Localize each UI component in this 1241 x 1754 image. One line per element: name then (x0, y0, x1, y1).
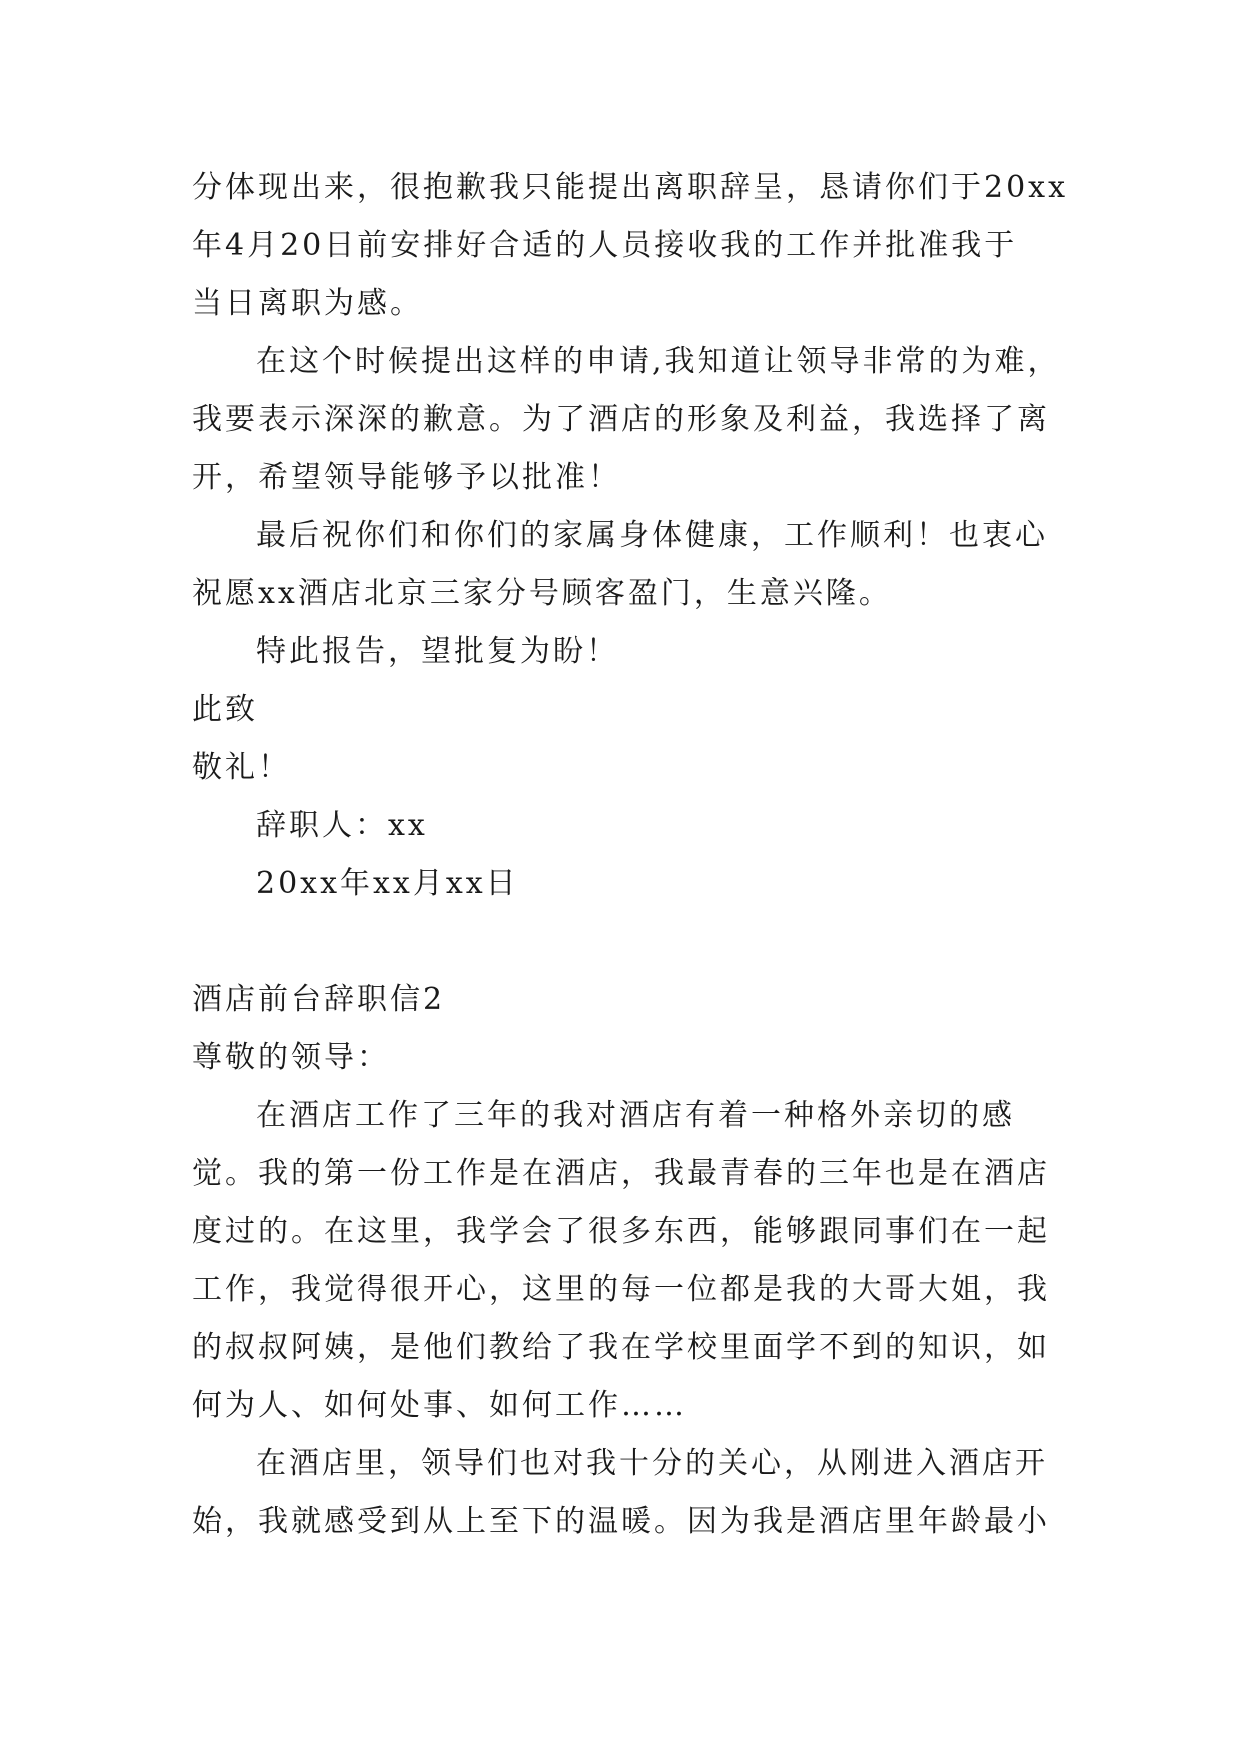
signature-date: 20xx年xx月xx日 (256, 866, 519, 901)
paragraph-first-line: 在酒店里，领导们也对我十分的关心，从刚进入酒店开 (256, 1446, 1048, 1481)
body-line: 度过的。在这里，我学会了很多东西，能够跟同事们在一起 (192, 1214, 1050, 1249)
body-line: 祝愿xx酒店北京三家分号顾客盈门，生意兴隆。 (192, 576, 892, 611)
closing-regards: 敬礼！ (192, 750, 291, 785)
body-line: 何为人、如何处事、如何工作…… (192, 1388, 687, 1423)
section-title: 酒店前台辞职信2 (192, 982, 446, 1017)
body-line: 分体现出来，很抱歉我只能提出离职辞呈，恳请你们于20xx (192, 170, 1069, 205)
body-line: 年4月20日前安排好合适的人员接收我的工作并批准我于 (192, 228, 1018, 263)
body-line: 觉。我的第一份工作是在酒店，我最青春的三年也是在酒店 (192, 1156, 1050, 1191)
body-line: 开，希望领导能够予以批准！ (192, 460, 621, 495)
paragraph-first-line: 在酒店工作了三年的我对酒店有着一种格外亲切的感 (256, 1098, 1015, 1133)
paragraph-first-line: 特此报告，望批复为盼！ (256, 634, 619, 669)
closing-salutation: 此致 (192, 692, 258, 727)
paragraph-first-line: 最后祝你们和你们的家属身体健康，工作顺利！也衷心 (256, 518, 1048, 553)
body-line: 的叔叔阿姨，是他们教给了我在学校里面学不到的知识，如 (192, 1330, 1050, 1365)
letter-greeting: 尊敬的领导： (192, 1040, 390, 1075)
body-line: 我要表示深深的歉意。为了酒店的形象及利益，我选择了离 (192, 402, 1050, 437)
body-line: 始，我就感受到从上至下的温暖。因为我是酒店里年龄最小 (192, 1504, 1050, 1539)
body-line: 当日离职为感。 (192, 286, 423, 321)
signature-name: 辞职人：xx (256, 808, 428, 843)
paragraph-first-line: 在这个时候提出这样的申请,我知道让领导非常的为难， (256, 344, 1061, 379)
body-line: 工作，我觉得很开心，这里的每一位都是我的大哥大姐，我 (192, 1272, 1050, 1307)
